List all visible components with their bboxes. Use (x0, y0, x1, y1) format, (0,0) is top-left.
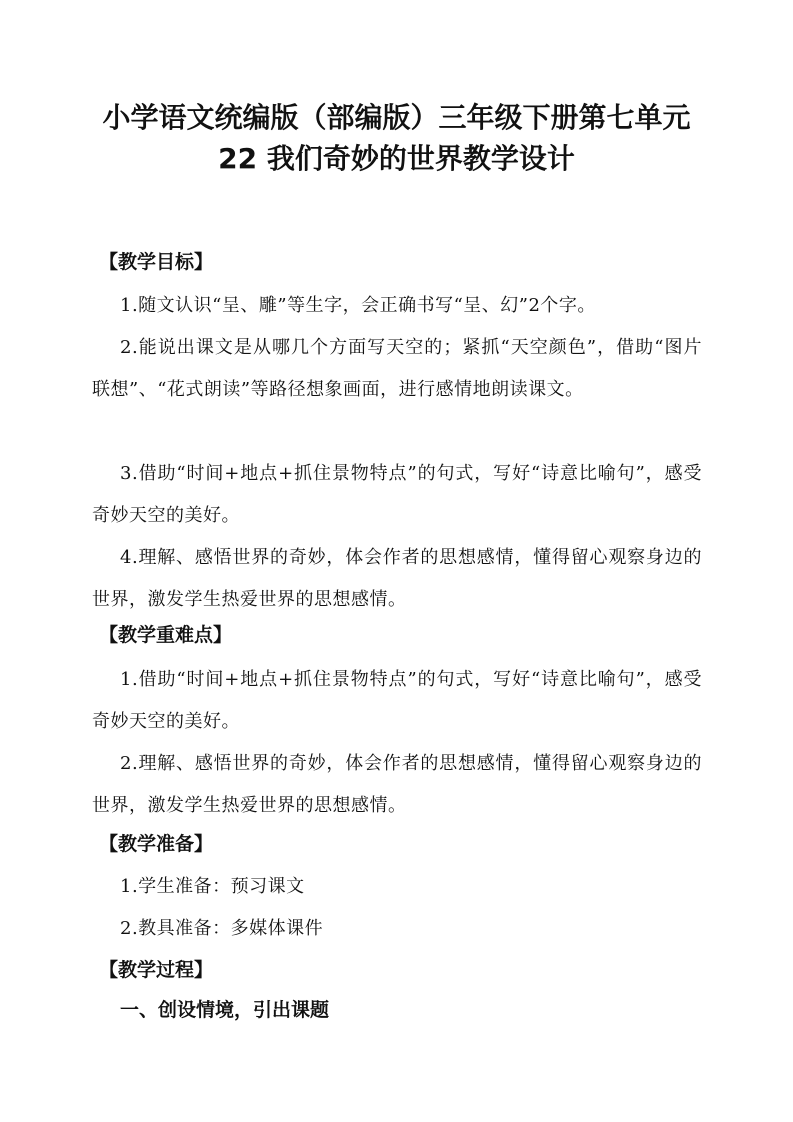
process-step-1-heading: 一、创设情境，引出课题 (120, 999, 330, 1021)
objective-item-2: 2.能说出课文是从哪几个方面写天空的；紧抓“天空颜色”，借助“图片联想”、“花式朗读”等路径想象画面，进行感情地朗读课文。 (92, 337, 702, 400)
key-point-item-2: 2.理解、感悟世界的奇妙，体会作者的思想感情，懂得留心观察身边的世界，激发学生热爱世界的思想感情。 (92, 753, 702, 816)
section-heading-key-points: 【教学重难点】 (99, 624, 233, 646)
section-heading-objectives: 【教学目标】 (99, 251, 214, 273)
objective-item-4: 4.理解、感悟世界的奇妙，体会作者的思想感情，懂得留心观察身边的世界，激发学生热爱世界的思想感情。 (92, 547, 702, 610)
objective-item-3: 3.借助“时间+地点+抓住景物特点”的句式，写好“诗意比喻句”，感受奇妙天空的美好。 (92, 463, 702, 526)
section-heading-preparation: 【教学准备】 (99, 833, 214, 855)
objective-item-1: 1.随文认识“呈、雕”等生字，会正确书写“呈、幻”2个字。 (120, 295, 596, 316)
document-title-line1: 小学语文统编版（部编版）三年级下册第七单元 (102, 101, 691, 134)
key-point-item-1: 1.借助“时间+地点+抓住景物特点”的句式，写好“诗意比喻句”，感受奇妙天空的美好。 (92, 669, 702, 732)
preparation-item-1: 1.学生准备：预习课文 (120, 876, 305, 897)
preparation-item-2: 2.教具准备：多媒体课件 (120, 918, 324, 939)
document-title-line2: 22 我们奇妙的世界教学设计 (218, 142, 575, 175)
section-heading-process: 【教学过程】 (99, 959, 214, 981)
